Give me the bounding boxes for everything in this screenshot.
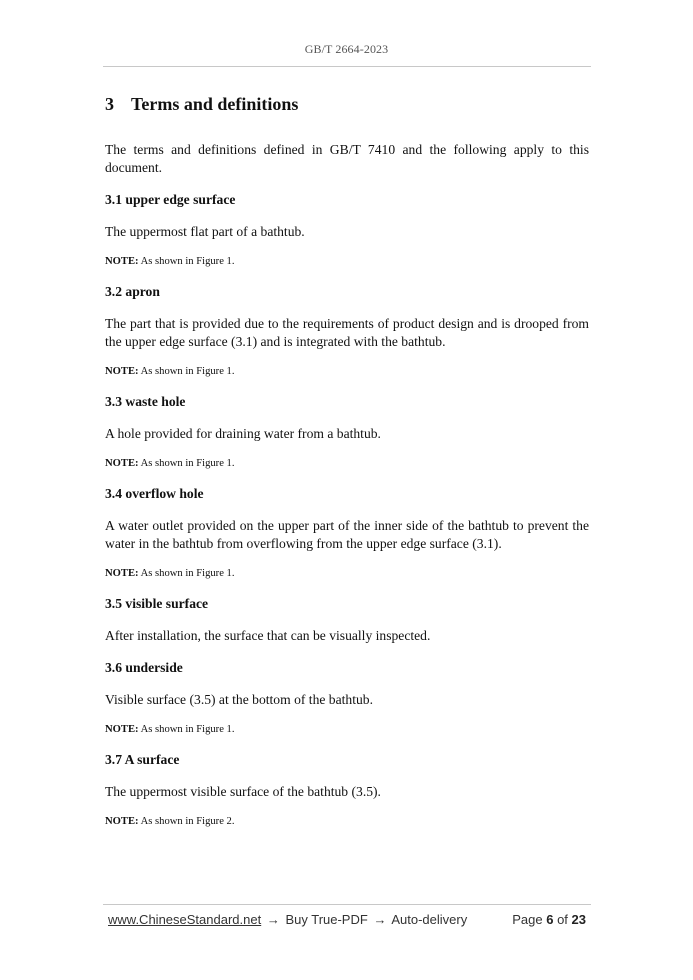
section-title: Terms and definitions <box>131 94 299 114</box>
term-definition: The uppermost visible surface of the bathtub (3.5). <box>105 784 381 799</box>
term-heading: 3.1 upper edge surface <box>105 192 236 207</box>
term-note <box>105 255 589 269</box>
auto-delivery-text: Auto-delivery <box>391 912 468 927</box>
note-label: NOTE: <box>105 366 139 377</box>
note-text: As shown in Figure 1. <box>138 458 235 469</box>
site-link[interactable]: www.ChineseStandard.net <box>108 912 262 927</box>
buy-pdf-text: Buy True-PDF <box>285 912 368 927</box>
section-intro: The terms and definitions defined in GB/T 7410 and the following apply to this document. <box>105 142 589 175</box>
note-label: NOTE: <box>105 458 139 469</box>
term-definition: Visible surface (3.5) at the bottom of the bathtub. <box>105 692 373 707</box>
term-note <box>105 723 589 737</box>
term-heading: 3.2 apron <box>105 284 160 299</box>
note-text: As shown in Figure 1. <box>138 568 235 579</box>
arrow-right-icon: → <box>373 912 387 927</box>
header-divider <box>103 66 591 67</box>
page-number <box>512 912 586 927</box>
page-current: 6 <box>546 912 554 927</box>
note-label: NOTE: <box>105 724 139 735</box>
term-definition: The part that is provided due to the requirements of product design and is drooped from the upper edge surface (3.1) and is integrated with the bathtub. <box>105 316 589 349</box>
page-label: Page <box>512 912 543 927</box>
arrow-right-icon: → <box>266 912 280 927</box>
document-code-header: GB/T 2664-2023 <box>304 42 389 56</box>
term-note <box>105 457 589 471</box>
term-note <box>105 567 589 581</box>
note-text: As shown in Figure 1. <box>138 256 235 267</box>
note-label: NOTE: <box>105 568 139 579</box>
note-text: As shown in Figure 1. <box>138 366 235 377</box>
footer-divider <box>103 904 591 905</box>
footer-links <box>108 912 467 927</box>
section-number: 3 <box>105 94 114 114</box>
term-heading: 3.3 waste hole <box>105 394 186 409</box>
note-label: NOTE: <box>105 256 139 267</box>
term-heading: 3.5 visible surface <box>105 596 209 611</box>
page-of: of <box>557 912 568 927</box>
term-heading: 3.7 A surface <box>105 752 180 767</box>
note-text: As shown in Figure 2. <box>138 816 235 827</box>
term-definition: A hole provided for draining water from a bathtub. <box>105 426 381 441</box>
page-total: 23 <box>571 912 586 927</box>
term-heading: 3.4 overflow hole <box>105 486 204 501</box>
page-footer <box>108 912 586 927</box>
term-note <box>105 365 589 379</box>
term-definition: After installation, the surface that can be visually inspected. <box>105 628 431 643</box>
page-content <box>105 90 589 843</box>
note-label: NOTE: <box>105 816 139 827</box>
note-text: As shown in Figure 1. <box>138 724 235 735</box>
term-note <box>105 815 589 829</box>
section-heading <box>105 90 589 118</box>
term-heading: 3.6 underside <box>105 660 183 675</box>
term-definition: A water outlet provided on the upper part of the inner side of the bathtub to prevent the water in the bathtub from overflowing from the upper edge surface (3.1). <box>105 518 589 551</box>
term-definition: The uppermost flat part of a bathtub. <box>105 224 305 239</box>
